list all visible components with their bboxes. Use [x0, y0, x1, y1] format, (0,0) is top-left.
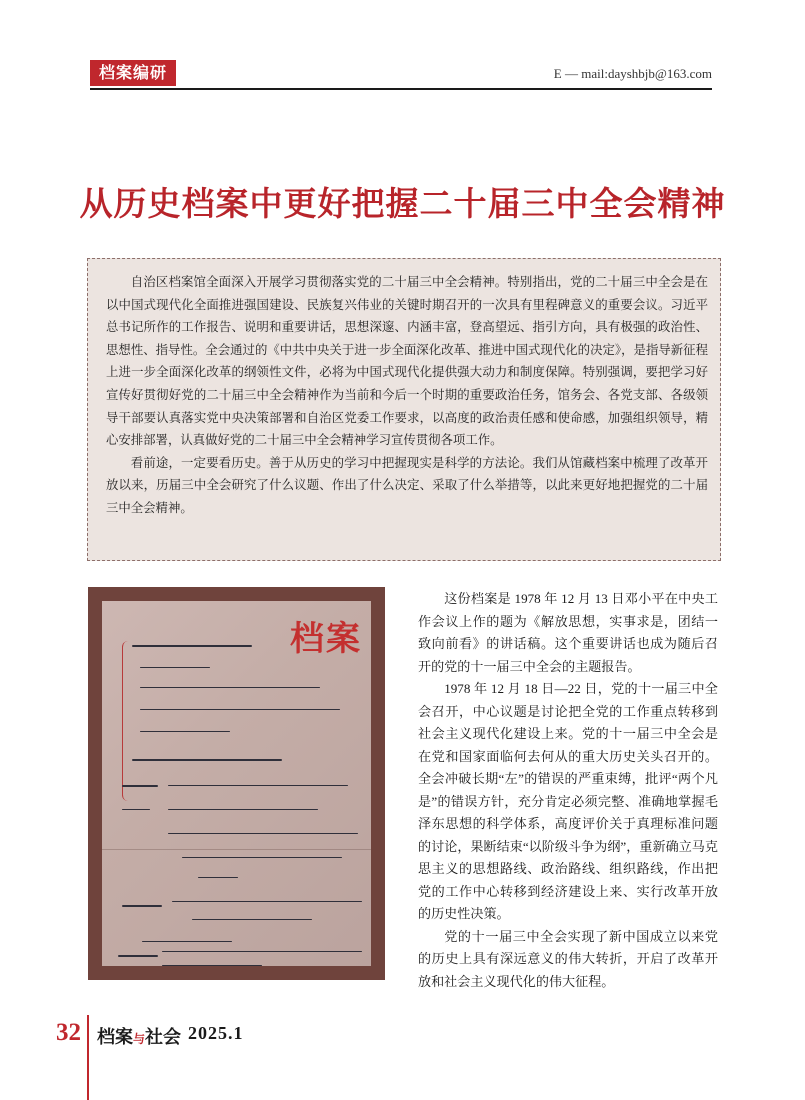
handwriting-stroke [168, 833, 358, 834]
handwriting-stroke [162, 965, 262, 966]
article-body [418, 588, 718, 993]
intro-box [87, 258, 721, 561]
page-number: 32 [56, 1019, 81, 1046]
handwriting-stroke [192, 919, 312, 920]
brand-mid: 与 [133, 1032, 146, 1046]
handwriting-stroke [118, 955, 158, 957]
paper-fold-line [102, 849, 371, 850]
footer-accent-rule [87, 1015, 89, 1100]
handwriting-stroke [140, 687, 320, 688]
article-title: 从历史档案中更好把握二十届三中全会精神 [79, 184, 726, 223]
handwriting-stroke [198, 877, 238, 878]
body-paragraph: 1978 年 12 月 18 日—22 日，党的十一届三中全会召开，中心议题是讨论把全党的工作重点转移到社会主义现代化建设上来。党的十一届三中全会是在党和国家面临何去何从的重大历史关头召开的。全会冲破长期“左”的错误的严重束缚，批评“两个凡是”的错误方针，充分肯定必须完整、准确地掌握毛泽东思想的科学体系，高度评价关于真理标准问题的讨论，果断结束“以阶级斗争为纲”，重新确立马克思主义的思想路线、政治路线、组织路线，作出把党的工作中心转移到经济建设上来、实行改革开放的历史性决策。 [418, 681, 718, 921]
brand-left: 档案 [97, 1027, 133, 1048]
handwriting-stroke [162, 951, 362, 952]
brand-right: 社会 [145, 1027, 182, 1048]
handwriting-stroke [132, 645, 252, 647]
header-email: E — mail:dayshbjb@163.com [553, 66, 712, 81]
body-paragraph: 这份档案是 1978 年 12 月 13 日邓小平在中央工作会议上作的题为《解放思想，实事求是，团结一致向前看》的讲话稿。这个重要讲话也成为随后召开的党的十一届三中全会的主题报告。 [418, 591, 718, 674]
handwriting-stroke [182, 857, 342, 858]
intro-paragraph: 自治区档案馆全面深入开展学习贯彻落实党的二十届三中全会精神。特别指出，党的二十届三中全会是在以中国式现代化全面推进强国建设、民族复兴伟业的关键时期召开的一次具有里程碑意义的重要会议。习近平总书记所作的工作报告、说明和重要讲话，思想深邃、内涵丰富，登高望远、指引方向，具有极强的政治性、思想性、指导性。全会通过的《中共中央关于进一步全面深化改革、推进中国式现代化的决定》，是指导新征程上进一步全面深化改革的纲领性文件，必将为中国式现代化提供强大动力和制度保障。特别强调，要把学习好宣传好贯彻好党的二十届三中全会精神作为当前和今后一个时期的重要政治任务，馆务会、各党支部、各级领导干部要认真落实党中央决策部署和自治区党委工作要求，以高度的政治责任感和使命感，加强组织领导，精心安排部署，认真做好党的二十届三中全会精神学习宣传贯彻各项工作。 [106, 274, 708, 448]
handwriting-stroke [122, 809, 150, 810]
handwriting-stroke [168, 809, 318, 810]
intro-paragraph: 看前途，一定要看历史。善于从历史的学习中把握现实是科学的方法论。我们从馆藏档案中梳理了改革开放以来，历届三中全会研究了什么议题、作出了什么决定、采取了什么举措等，以此来更好地把握党的二十届三中全会精神。 [106, 454, 708, 515]
handwriting-stroke [132, 759, 282, 761]
handwritten-manuscript-image [102, 601, 371, 966]
archive-photo [88, 587, 385, 980]
handwriting-stroke [122, 785, 158, 787]
handwriting-stroke [142, 941, 232, 942]
issue-number: 2025.1 [188, 1023, 244, 1043]
magazine-brand [97, 1023, 181, 1049]
body-paragraph: 党的十一届三中全会实现了新中国成立以来党的历史上具有深远意义的伟大转折，开启了改革开放和社会主义现代化的伟大征程。 [418, 928, 718, 989]
handwriting-stroke [140, 731, 230, 732]
handwriting-stroke [172, 901, 362, 902]
archive-stamp-label: 档案 [290, 619, 362, 659]
handwriting-stroke [122, 905, 162, 907]
handwriting-stroke [140, 709, 340, 710]
handwriting-stroke [168, 785, 348, 786]
section-label: 档案编研 [90, 60, 176, 86]
red-bracket-mark [122, 641, 129, 801]
header-divider [90, 88, 712, 90]
handwriting-stroke [140, 667, 210, 668]
